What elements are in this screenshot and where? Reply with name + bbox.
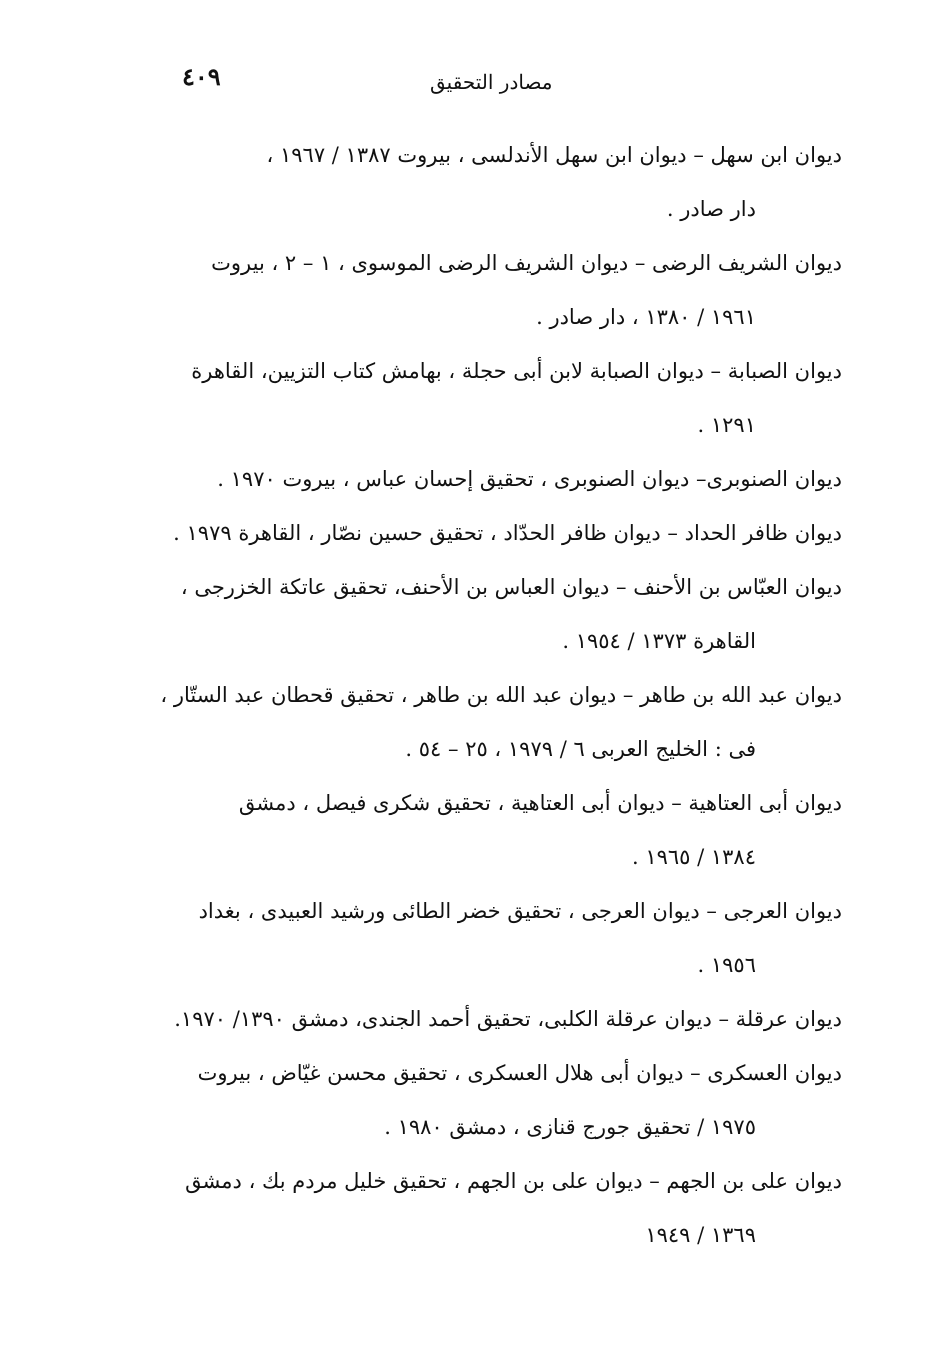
entry-line: ديوان عبد الله بن طاهر – ديوان عبد الله بن طاهر ، تحقيق قحطان عبد الستّار ، [160,683,842,707]
entry-line: ديوان الشريف الرضى – ديوان الشريف الرضى الموسوى ، ١ – ٢ ، بيروت [211,251,842,275]
bibliography-entry [158,452,842,506]
entry-line: ديوان عرقلة – ديوان عرقلة الكلبى، تحقيق أحمد الجندى، دمشق ١٣٩٠/ ١٩٧٠. [174,1007,842,1031]
entry-line: ديوان ظافر الحداد – ديوان ظافر الحدّاد ، تحقيق حسين نصّار ، القاهرة ١٩٧٩ . [173,521,842,545]
bibliography-entry [158,1154,842,1262]
page-number: ٤٠٩ [182,62,221,91]
bibliography-list [158,128,842,1262]
entry-continuation: فى : الخليج العربى ٦ / ١٩٧٩ ، ٢٥ – ٥٤ . [405,737,756,761]
entry-continuation: ١٩٦١ / ١٣٨٠ ، دار صادر . [536,305,756,329]
running-title: مصادر التحقيق [430,70,553,94]
bibliography-entry [158,128,842,236]
entry-line: ديوان على بن الجهم – ديوان على بن الجهم ، تحقيق خليل مردم بك ، دمشق [185,1169,842,1193]
bibliography-entry [158,884,842,992]
entry-continuation: دار صادر . [666,197,756,221]
entry-line: ديوان الصنوبرى– ديوان الصنوبرى ، تحقيق إحسان عباس ، بيروت ١٩٧٠ . [217,467,842,491]
entry-line: ديوان العبّاس بن الأحنف – ديوان العباس بن الأحنف، تحقيق عاتكة الخزرجى ، [180,575,842,599]
entry-line: ديوان ابن سهل – ديوان ابن سهل الأندلسى ، بيروت ١٣٨٧ / ١٩٦٧ ، [266,143,842,167]
entry-continuation: ١٢٩١ . [697,413,756,437]
entry-line: ديوان العرجى – ديوان العرجى ، تحقيق خضر الطائى ورشيد العبيدى ، بغداد [198,899,842,923]
bibliography-entry [158,776,842,884]
bibliography-entry [158,344,842,452]
bibliography-entry [158,236,842,344]
bibliography-entry [158,506,842,560]
entry-continuation: ١٩٧٥ / تحقيق جورج قنازى ، دمشق ١٩٨٠ . [384,1115,756,1139]
entry-continuation: ١٣٨٤ / ١٩٦٥ . [631,845,756,869]
entry-continuation: القاهرة ١٣٧٣ / ١٩٥٤ . [562,629,756,653]
entry-line: ديوان الصبابة – ديوان الصبابة لابن أبى حجلة ، بهامش كتاب التزيين، القاهرة [191,359,842,383]
bibliography-entry [158,668,842,776]
bibliography-entry [158,992,842,1046]
entry-line: ديوان أبى العتاهية – ديوان أبى العتاهية ، تحقيق شكرى فيصل ، دمشق [238,791,842,815]
entry-continuation: ١٩٥٦ . [697,953,756,977]
bibliography-entry [158,560,842,668]
bibliography-entry [158,1046,842,1154]
entry-line: ديوان العسكرى – ديوان أبى هلال العسكرى ، تحقيق محسن غيّاض ، بيروت [197,1061,842,1085]
page-header [160,62,840,102]
entry-continuation: ١٣٦٩ / ١٩٤٩ [645,1223,756,1247]
